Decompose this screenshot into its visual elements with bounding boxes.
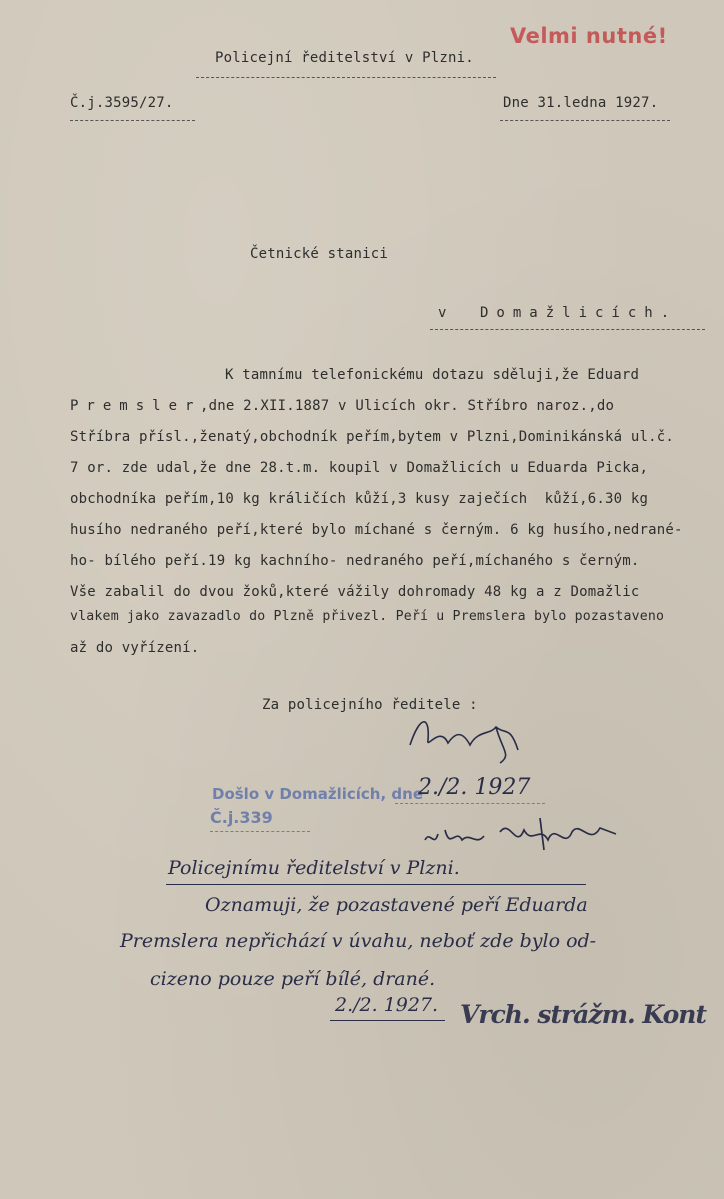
urgent-stamp: Velmi nutné! (510, 24, 668, 48)
recipient-line: Četnické stanici (250, 246, 389, 262)
office-heading: Policejní ředitelství v Plzni. (215, 50, 474, 66)
reply-line: Oznamuji, že pozastavené peří Eduarda (205, 894, 588, 916)
body-line: vlakem jako zavazadlo do Plzně přivezl. Peří u Premslera bylo pozastaveno (70, 609, 665, 624)
body-line: 7 or. zde udal,že dne 28.t.m. koupil v Domažlicích u Eduarda Picka, (70, 460, 649, 476)
received-cj: Č.j.339 (210, 808, 273, 827)
body-line: Stříbra přísl.,ženatý,obchodník peřím,bytem v Plzni,Dominikánská ul.č. (70, 429, 675, 445)
addressee-underline (166, 884, 586, 885)
ref-underline (70, 120, 195, 121)
reply-line: Premslera nepřichází v úvahu, neboť zde bylo od- (120, 930, 597, 952)
received-stamp-text: Došlo v Domažlicích, dne (212, 785, 423, 803)
reply-addressee: Policejnímu ředitelství v Plzni. (168, 857, 460, 879)
received-stamp-line (395, 803, 545, 804)
body-line: ho- bílého peří.19 kg kachního- nedraného peří,míchaného s černým. (70, 553, 640, 569)
place-underline (430, 329, 705, 330)
body-line: husího nedraného peří,které bylo míchané s černým. 6 kg husího,nedrané- (70, 522, 683, 538)
date-underline (500, 120, 670, 121)
reference-number: Č.j.3595/27. (70, 95, 174, 111)
body-line: až do vyřízení. (70, 640, 200, 656)
reply-date-underline (330, 1020, 445, 1021)
first-handwritten-signature (420, 810, 640, 860)
reply-date: 2./2. 1927. (335, 994, 439, 1016)
recipient-place: Domažlicích. (480, 305, 678, 321)
body-line: K tamnímu telefonickému dotazu sděluji,že Eduard (225, 367, 640, 383)
heading-underline (196, 77, 496, 78)
cj-line (210, 831, 310, 832)
document-date: Dne 31.ledna 1927. (503, 95, 659, 111)
body-line: Vše zabalil do dvou žoků,které vážily dohromady 48 kg a z Domažlic (70, 584, 640, 600)
body-line: ,dne 2.XII.1887 v Ulicích okr. Stříbro naroz.,do (200, 398, 615, 414)
director-signature (400, 705, 530, 765)
received-date: 2./2. 1927 (418, 775, 531, 800)
recipient-v: v (438, 305, 447, 321)
reply-signature: Vrch. strážm. Kont (460, 1000, 707, 1029)
body-line: obchodníka peřím,10 kg králičích kůží,3 kusy zaječích kůží,6.30 kg (70, 491, 649, 507)
reply-line: cizeno pouze peří bílé, drané. (150, 968, 436, 990)
signatory-line: Za policejního ředitele : (262, 697, 478, 713)
body-name-spaced: Premsler (70, 398, 202, 414)
